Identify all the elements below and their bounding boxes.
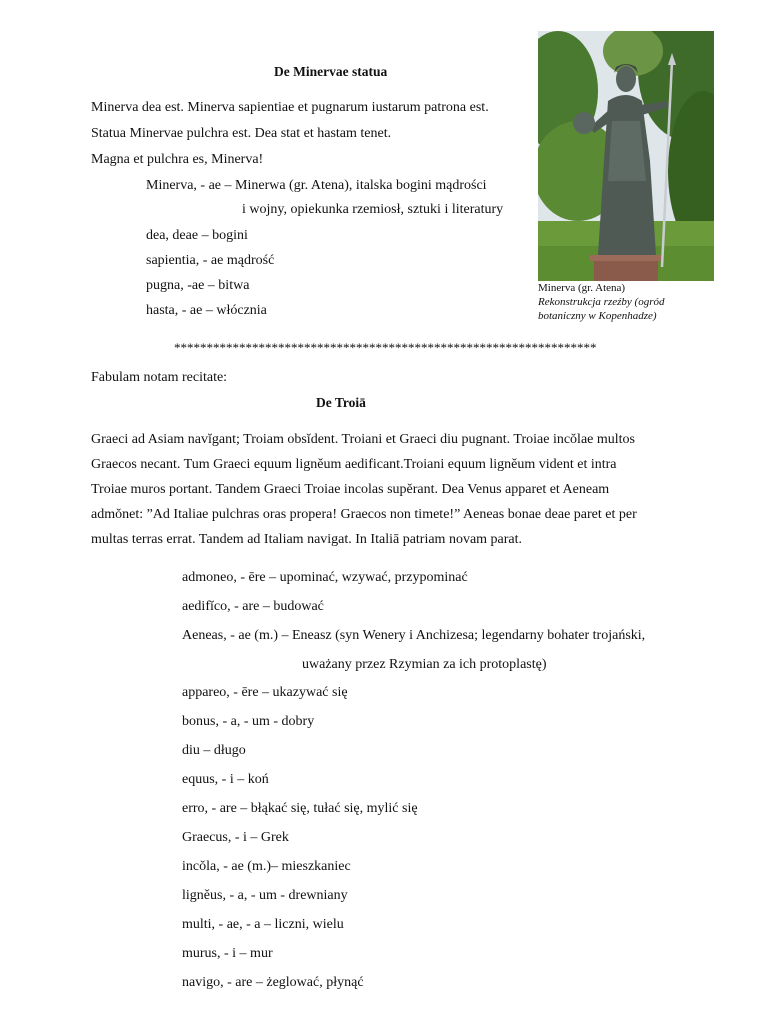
section2-vocab-item: admoneo, - ēre – upominać, wzywać, przypominać [182,570,468,585]
section2-vocab-item: incŏla, - ae (m.)– mieszkaniec [182,859,351,874]
figure-caption-line-3: botaniczny w Kopenhadze) [538,310,657,322]
section1-line-1: Minerva dea est. Minerva sapientiae et pugnarum iustarum patrona est. [91,100,489,115]
section2-vocab-item: equus, - i – koń [182,772,269,787]
section2-vocab-item: appareo, - ēre – ukazywać się [182,685,348,700]
section2-vocab-item: multi, - ae, - a – liczni, wielu [182,917,344,932]
section2-paragraph-line: admŏnet: ”Ad Italiae pulchras oras propera! Graecos non timete!” Aeneas bonae deae paret et per [91,507,637,522]
section1-vocab-item: Minerva, - ae – Minerwa (gr. Atena), italska bogini mądrości [146,178,487,193]
section2-intro: Fabulam notam recitate: [91,370,228,385]
section2-title: De Troiā [316,395,366,410]
statue-image [538,31,714,281]
section2-vocab-item: ligněus, - a, - um - drewniany [182,888,348,903]
section2-vocab-item: uważany przez Rzymian za ich protoplastę) [302,657,547,672]
section1-vocab-item: i wojny, opiekunka rzemiosł, sztuki i literatury [242,202,504,217]
section1-vocab-item: dea, deae – bogini [146,228,248,243]
section2-paragraph-line: Troiae muros portant. Tandem Graeci Troiae incolas supĕrant. Dea Venus apparet et Aeneam [91,482,610,497]
section2-paragraph-line: Graecos necant. Tum Graeci equum ligněum aedificant.Troiani equum ligněum vident et intra [91,457,617,472]
section2-vocab-item: Aeneas, - ae (m.) – Eneasz (syn Wenery i Anchizesa; legendarny bohater trojański, [182,628,646,643]
section1-vocab-item: sapientia, - ae mądrość [146,253,275,268]
section2-paragraph-line: multas terras errat. Tandem ad Italiam navigat. In Italiā patriam novam parat. [91,532,523,547]
section1-line-2: Statua Minervae pulchra est. Dea stat et hastam tenet. [91,126,392,141]
section1-title: De Minervae statua [274,64,388,79]
section2-vocab-item: bonus, - a, - um - dobry [182,714,315,729]
section2-vocab-item: erro, - are – błąkać się, tułać się, mylić się [182,801,418,816]
section1-vocab-item: pugna, -ae – bitwa [146,278,250,293]
section2-vocab-item: aedifĭco, - are – budować [182,599,324,614]
section2-paragraph-line: Graeci ad Asiam navĭgant; Troiam obsĭdent. Troiani et Graeci diu pugnant. Troiae incŏlae multos [91,432,635,447]
separator-stars: ***************************************************************** [174,340,597,355]
section2-vocab-item: navigo, - are – żeglować, płynąć [182,975,364,990]
section2-vocab-item: Graecus, - i – Grek [182,830,289,845]
figure-caption-line-2: Rekonstrukcja rzeźby (ogród [538,296,665,308]
section2-vocab-item: diu – długo [182,743,246,758]
section2-vocab-item: murus, - i – mur [182,946,273,961]
section1-vocab-item: hasta, - ae – włócznia [146,303,267,318]
minerva-statue-photo [538,31,714,281]
figure-caption-line-1: Minerva (gr. Atena) [538,282,626,294]
section1-line-3: Magna et pulchra es, Minerva! [91,152,264,167]
